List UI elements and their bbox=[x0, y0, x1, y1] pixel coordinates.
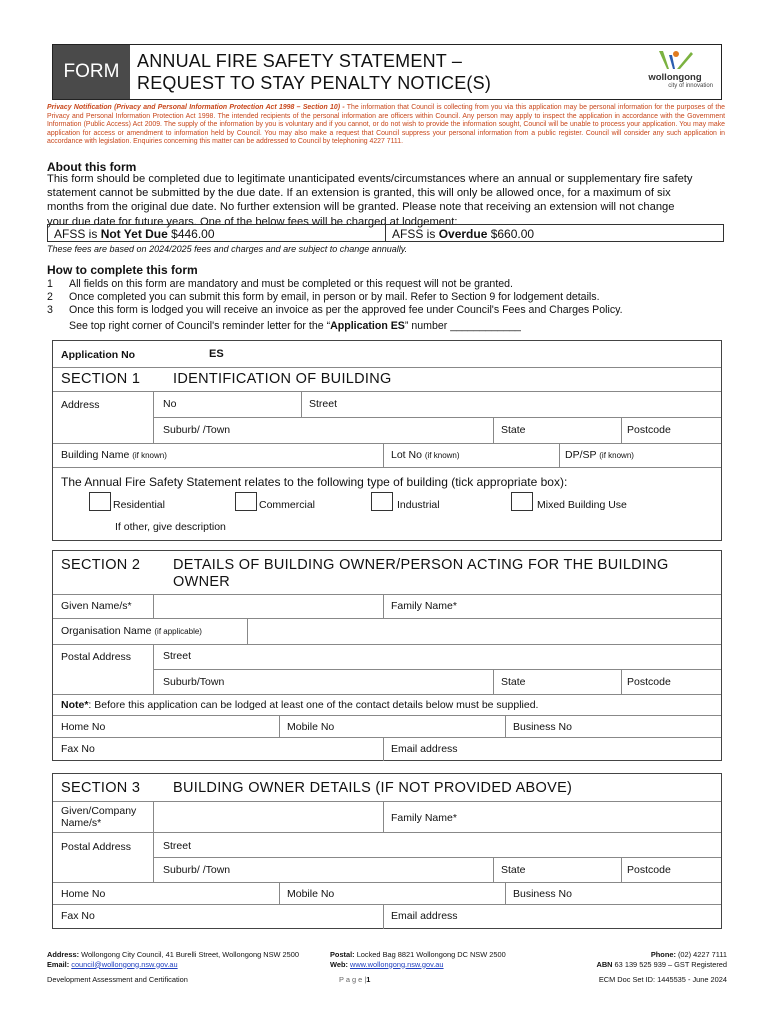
company-names-field[interactable] bbox=[61, 805, 136, 829]
divider bbox=[53, 904, 721, 905]
how-heading: How to complete this form bbox=[47, 263, 198, 277]
divider bbox=[53, 618, 721, 619]
given-names-field[interactable]: Given Name/s* bbox=[61, 600, 132, 612]
if-known-note: (if known) bbox=[424, 451, 460, 460]
footer-postal bbox=[330, 950, 506, 969]
given-line1: Given/Company bbox=[61, 805, 137, 817]
form-title-line1: ANNUAL FIRE SAFETY STATEMENT – bbox=[137, 51, 463, 71]
divider bbox=[383, 443, 384, 467]
privacy-heading: Privacy Notification (Privacy and Personal Information Protection Act 1998 – Section 10) - bbox=[47, 104, 345, 111]
postal-suburb-field[interactable]: Suburb/ /Town bbox=[163, 864, 231, 876]
footer-page-number bbox=[339, 975, 370, 985]
about-line: This form should be completed due to legitimate unanticipated events/circumstances where an annual or supplementary fire safety bbox=[47, 173, 693, 185]
section3-title: BUILDING OWNER DETAILS (IF NOT PROVIDED ABOVE) bbox=[173, 780, 573, 796]
mixed-use-label: Mixed Building Use bbox=[537, 499, 627, 511]
email-label: Email: bbox=[47, 959, 70, 969]
building-type-instruction: The Annual Fire Safety Statement relates to the following type of building (tick appropriate box): bbox=[61, 475, 568, 489]
divider bbox=[383, 904, 384, 929]
section3-number: SECTION 3 bbox=[61, 780, 141, 796]
section2-title-line2: OWNER bbox=[173, 574, 231, 590]
council-web-link[interactable]: www.wollongong.nsw.gov.au bbox=[350, 959, 444, 969]
divider bbox=[559, 443, 560, 467]
business-no-field[interactable]: Business No bbox=[513, 888, 572, 900]
divider bbox=[53, 467, 721, 468]
dp-sp-field[interactable] bbox=[565, 449, 634, 461]
note-text: : Before this application can be lodged at least one of the contact details below must be supplied. bbox=[88, 699, 539, 711]
about-heading: About this form bbox=[47, 160, 137, 174]
form-title-line2: REQUEST TO STAY PENALTY NOTICE(S) bbox=[137, 73, 492, 93]
section2-box bbox=[52, 550, 722, 761]
see-prefix: See top right corner of Council's reminder letter for the “ bbox=[69, 320, 331, 332]
divider bbox=[53, 715, 721, 716]
about-line: your due date for future years. One of the below fees will be charged at lodgement: bbox=[47, 215, 458, 228]
step-text: All fields on this form are mandatory and must be completed or this request will not be granted. bbox=[69, 278, 513, 290]
commercial-label: Commercial bbox=[259, 499, 316, 511]
home-no-field[interactable]: Home No bbox=[61, 721, 106, 733]
step-number: 2 bbox=[47, 291, 53, 303]
mobile-no-field[interactable]: Mobile No bbox=[287, 888, 335, 900]
address-state-field[interactable]: State bbox=[501, 424, 526, 436]
step-number: 1 bbox=[47, 278, 53, 290]
business-no-field[interactable]: Business No bbox=[513, 721, 572, 733]
postal-suburb-field[interactable]: Suburb/Town bbox=[163, 676, 225, 688]
form-label-box bbox=[53, 45, 130, 99]
divider bbox=[153, 801, 154, 832]
footer-doc-id: ECM Doc Set ID: 1445535 - June 2024 bbox=[598, 975, 727, 984]
phone-label: Phone: bbox=[650, 950, 676, 959]
see-bold: Application ES bbox=[330, 320, 405, 332]
divider bbox=[621, 857, 622, 882]
divider bbox=[505, 882, 506, 904]
postal-postcode-field[interactable]: Postcode bbox=[627, 676, 671, 688]
given-line2: Name/s* bbox=[61, 817, 102, 829]
if-applicable-note: (if applicable) bbox=[154, 627, 202, 636]
organisation-label: Organisation Name bbox=[61, 625, 152, 637]
fee-status: Not Yet Due bbox=[100, 227, 168, 241]
building-name-label: Building Name bbox=[61, 449, 130, 461]
divider bbox=[53, 737, 721, 738]
application-no-label: Application No bbox=[61, 349, 136, 361]
form-label: FORM bbox=[63, 61, 120, 82]
divider bbox=[53, 443, 721, 444]
wollongong-logo-icon bbox=[655, 49, 695, 73]
footer-phone bbox=[596, 950, 727, 969]
divider bbox=[153, 669, 721, 670]
council-logo bbox=[637, 49, 713, 97]
divider bbox=[279, 715, 280, 737]
section1-number: SECTION 1 bbox=[61, 371, 141, 387]
application-es-prefix[interactable]: ES bbox=[209, 348, 224, 360]
about-line: statement cannot be submitted by the due date. If an extension is granted, this will only be allowed once, for a maximum of six bbox=[47, 187, 671, 200]
postal-state-field[interactable]: State bbox=[501, 864, 526, 876]
divider bbox=[153, 594, 154, 618]
about-line: months from the original due date. No further extension will be granted. Please note that receiving an extension will not change bbox=[47, 201, 675, 214]
divider bbox=[53, 367, 721, 368]
address-postcode-field[interactable]: Postcode bbox=[627, 424, 671, 436]
about-text bbox=[47, 172, 727, 229]
address-label: Address: bbox=[47, 950, 80, 959]
step-text: Once this form is lodged you will receive an invoice as per the approved fee under Council's Fees and Charges Policy. bbox=[69, 304, 623, 316]
address-street-field[interactable]: Street bbox=[309, 398, 338, 410]
how-step bbox=[47, 304, 727, 317]
fee-amount: $446.00 bbox=[167, 227, 215, 241]
email-address-field[interactable]: Email address bbox=[391, 910, 458, 922]
divider bbox=[153, 857, 721, 858]
postal-state-field[interactable]: State bbox=[501, 676, 526, 688]
form-title bbox=[137, 50, 491, 94]
divider bbox=[493, 417, 494, 443]
email-address-field[interactable]: Email address bbox=[391, 743, 458, 755]
family-name-field[interactable]: Family Name* bbox=[391, 812, 457, 824]
phone-value: (02) 4227 7111 bbox=[675, 950, 727, 959]
footer-department: Development Assessment and Certification bbox=[47, 975, 188, 984]
footer-council-address bbox=[47, 950, 299, 969]
step-number: 3 bbox=[47, 304, 53, 316]
section3-box bbox=[52, 773, 722, 929]
other-description-field[interactable]: If other, give description bbox=[115, 521, 226, 533]
divider bbox=[279, 882, 280, 904]
divider bbox=[247, 618, 248, 644]
see-suffix: ” number ____________ bbox=[404, 320, 521, 332]
residential-label: Residential bbox=[113, 499, 165, 511]
postal-address-label: Postal Address bbox=[61, 841, 132, 853]
commercial-checkbox[interactable] bbox=[235, 492, 257, 511]
lot-no-label: Lot No bbox=[391, 449, 422, 461]
divider bbox=[383, 737, 384, 761]
divider bbox=[301, 391, 302, 417]
organisation-field[interactable] bbox=[61, 625, 202, 637]
divider bbox=[493, 669, 494, 694]
fee-amount: $660.00 bbox=[487, 227, 535, 241]
abn-label: ABN bbox=[596, 959, 613, 969]
fee-prefix: AFSS is bbox=[54, 227, 101, 241]
how-step bbox=[47, 278, 727, 291]
privacy-notification bbox=[47, 104, 725, 147]
fee-status: Overdue bbox=[438, 227, 488, 241]
address-value: Wollongong City Council, 41 Burelli Street, Wollongong NSW 2500 bbox=[79, 950, 299, 959]
section2-title-line1: DETAILS OF BUILDING OWNER/PERSON ACTING FOR THE BUILDING bbox=[173, 557, 669, 573]
postal-value: Locked Bag 8821 Wollongong DC NSW 2500 bbox=[354, 950, 506, 959]
divider bbox=[505, 715, 506, 737]
postal-street-field[interactable]: Street bbox=[163, 840, 192, 852]
address-no-field[interactable]: No bbox=[163, 398, 177, 410]
fee-overdue bbox=[385, 225, 723, 241]
abn-value: 63 139 525 939 – GST Registered bbox=[612, 959, 727, 969]
postal-label: Postal: bbox=[330, 950, 355, 959]
address-suburb-field[interactable]: Suburb/ /Town bbox=[163, 424, 231, 436]
family-name-field[interactable]: Family Name* bbox=[391, 600, 457, 612]
postal-postcode-field[interactable]: Postcode bbox=[627, 864, 671, 876]
divider bbox=[621, 669, 622, 694]
application-es-instruction bbox=[69, 320, 521, 332]
fax-no-field[interactable]: Fax No bbox=[61, 910, 95, 922]
fee-note: These fees are based on 2024/2025 fees and charges and are subject to change annually. bbox=[47, 244, 408, 254]
divider bbox=[493, 857, 494, 882]
lot-no-field[interactable] bbox=[391, 449, 460, 461]
building-name-field[interactable] bbox=[61, 449, 167, 461]
divider bbox=[153, 417, 721, 418]
if-known-note: (if known) bbox=[599, 451, 634, 460]
how-step bbox=[47, 291, 727, 304]
address-label: Address bbox=[61, 399, 100, 411]
postal-address-label: Postal Address bbox=[61, 651, 132, 663]
privacy-body: The information that Council is collecting from you via this application may be personal information for the purposes of the Privacy and Personal Information Protection Act 1998. The intended recipients of the personal information are officers within Council. Any person may apply to inspect the application in accordance with the Government Information (Public Access) Act 2009. The supply of the information by you is voluntary and if you cannot, or do not wish to provide the information sought, Council will be unable to process your application. You may make application for access or amendment to information held by Council. You may also make a request that Council suppress your personal information from a public register. Council will consider any such application in accordance with legislation. Enquiries concerning this matter can be addressed to Council by telephoning 4227 7111. bbox=[47, 104, 725, 146]
logo-name: wollongong bbox=[648, 72, 702, 83]
council-email-link[interactable]: council@wollongong.nsw.gov.au bbox=[71, 959, 178, 969]
fee-table bbox=[47, 224, 724, 242]
divider bbox=[383, 594, 384, 618]
fee-not-yet-due bbox=[48, 225, 385, 241]
form-header bbox=[52, 44, 722, 100]
contact-note bbox=[61, 699, 538, 711]
home-no-field[interactable]: Home No bbox=[61, 888, 106, 900]
industrial-label: Industrial bbox=[397, 499, 440, 511]
section1-title: IDENTIFICATION OF BUILDING bbox=[173, 371, 392, 387]
how-steps bbox=[47, 278, 727, 317]
industrial-checkbox[interactable] bbox=[371, 492, 393, 511]
fax-no-field[interactable]: Fax No bbox=[61, 743, 95, 755]
step-text: Once completed you can submit this form by email, in person or by mail. Refer to Section 9 for lodgement details. bbox=[69, 291, 600, 303]
logo-tagline: city of innovation bbox=[668, 83, 713, 89]
divider bbox=[621, 417, 622, 443]
section1-box bbox=[52, 340, 722, 541]
divider bbox=[53, 694, 721, 695]
note-label: Note* bbox=[61, 699, 89, 711]
page-num: 1 bbox=[366, 975, 371, 984]
section2-number: SECTION 2 bbox=[61, 557, 141, 573]
web-label: Web: bbox=[330, 959, 348, 969]
section2-title bbox=[173, 557, 669, 591]
mobile-no-field[interactable]: Mobile No bbox=[287, 721, 335, 733]
if-known-note: (if known) bbox=[132, 451, 167, 460]
page-label: P a g e | bbox=[339, 975, 367, 984]
fee-prefix: AFSS is bbox=[392, 227, 439, 241]
residential-checkbox[interactable] bbox=[89, 492, 111, 511]
divider bbox=[383, 801, 384, 832]
mixed-use-checkbox[interactable] bbox=[511, 492, 533, 511]
divider bbox=[53, 882, 721, 883]
dp-sp-label: DP/SP bbox=[565, 449, 597, 461]
postal-street-field[interactable]: Street bbox=[163, 650, 192, 662]
